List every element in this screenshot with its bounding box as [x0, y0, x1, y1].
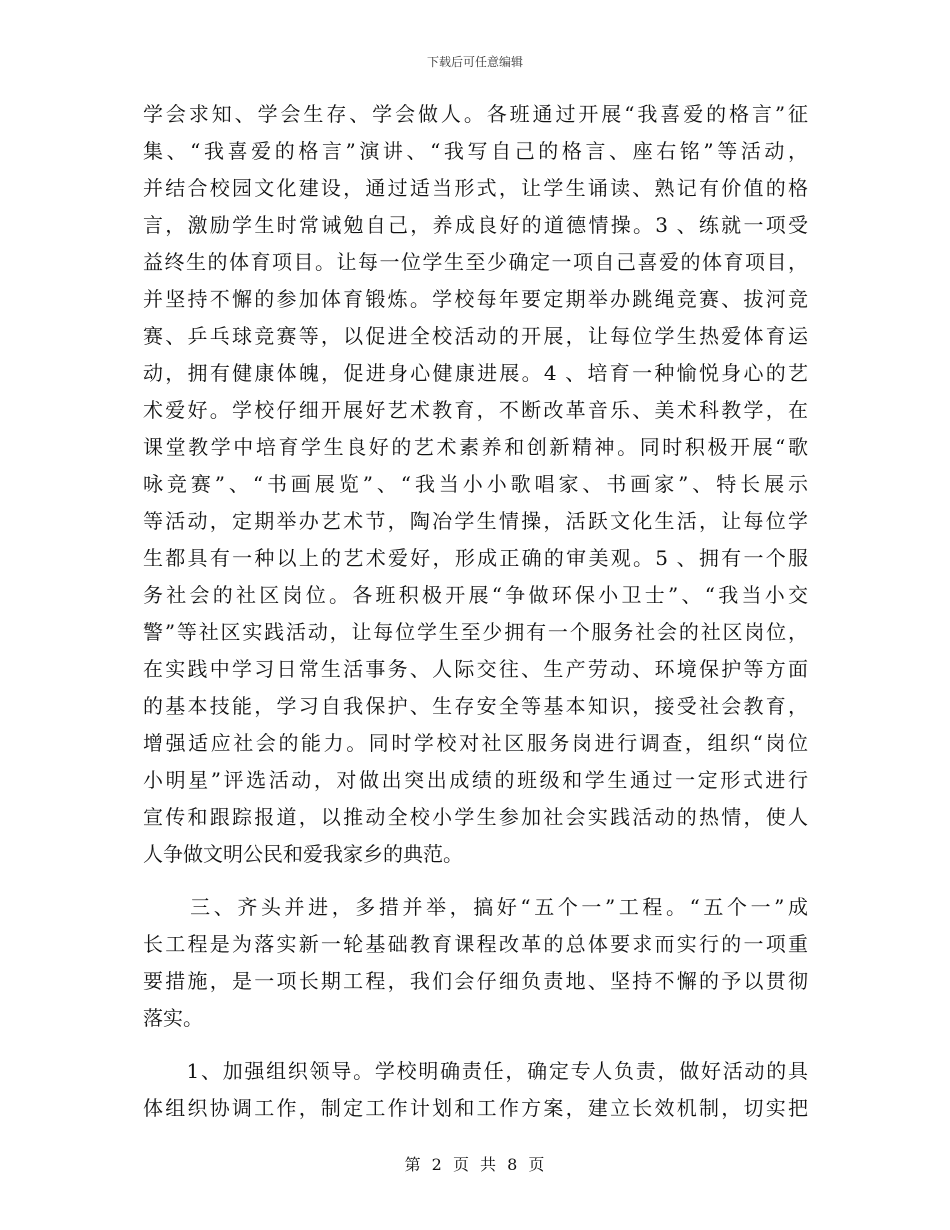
text-line: 务社会的社区岗位。各班积极开展“争做环保小卫士”、“我当小交 — [143, 583, 808, 607]
page-header-note: 下载后可任意编辑 — [426, 55, 523, 69]
text-line: 术爱好。学校仔细开展好艺术教育，不断改革音乐、美术科教学，在 — [143, 398, 808, 422]
text-line: 赛、乒乓球竞赛等，以促进全校活动的开展，让每位学生热爱体育运 — [143, 324, 808, 348]
text-line: 要措施，是一项长期工程，我们会仔细负责地、坚持不懈的予以贯彻 — [143, 969, 808, 993]
text-line: 言，激励学生时常诫勉自己，养成良好的道德情操。3 、练就一项受 — [143, 213, 808, 237]
text-line: 增强适应社会的能力。同时学校对社区服务岗进行调查，组织“岗位 — [143, 731, 808, 755]
text-line: 生都具有一种以上的艺术爱好，形成正确的审美观。5 、拥有一个服 — [143, 546, 808, 570]
text-line: 课堂教学中培育学生良好的艺术素养和创新精神。同时积极开展“歌 — [143, 435, 808, 459]
text-line: 的基本技能，学习自我保护、生存安全等基本知识，接受社会教育， — [143, 694, 808, 718]
text-line: 学会求知、学会生存、学会做人。各班通过开展“我喜爱的格言”征 — [143, 102, 808, 126]
paragraph-1 — [143, 96, 808, 873]
text-line: 宣传和跟踪报道，以推动全校小学生参加社会实践活动的热情，使人 — [143, 805, 808, 829]
text-line: 体组织协调工作，制定工作计划和工作方案，建立长效机制，切实把 — [143, 1096, 808, 1120]
text-line: 长工程是为落实新一轮基础教育课程改革的总体要求而实行的一项重 — [143, 932, 808, 956]
text-line: 小明星”评选活动，对做出突出成绩的班级和学生通过一定形式进行 — [143, 768, 808, 792]
text-line: 并结合校园文化建设，通过适当形式，让学生诵读、熟记有价值的格 — [143, 176, 808, 200]
text-line: 集、“我喜爱的格言”演讲、“我写自己的格言、座右铭”等活动， — [143, 139, 808, 163]
text-line: 咏竞赛”、“书画展览”、“我当小小歌唱家、书画家”、特长展示 — [143, 472, 808, 496]
text-line: 益终生的体育项目。让每一位学生至少确定一项自己喜爱的体育项目， — [143, 250, 808, 274]
text-line: 三、齐头并进，多措并举，搞好“五个一”工程。“五个一”成 — [143, 895, 808, 919]
text-line: 在实践中学习日常生活事务、人际交往、生产劳动、环境保护等方面 — [143, 657, 808, 681]
paragraph-3 — [143, 1053, 808, 1127]
text-line: 动，拥有健康体魄，促进身心健康进展。4 、培育一种愉悦身心的艺 — [143, 361, 808, 385]
text-line: 并坚持不懈的参加体育锻炼。学校每年要定期举办跳绳竞赛、拔河竞 — [143, 287, 808, 311]
text-line: 1、加强组织领导。学校明确责任，确定专人负责，做好活动的具 — [143, 1059, 808, 1083]
text-line: 等活动，定期举办艺术节，陶冶学生情操，活跃文化生活，让每位学 — [143, 509, 808, 533]
text-line: 落实。 — [143, 1006, 203, 1030]
paragraph-2 — [143, 889, 808, 1037]
text-line: 警”等社区实践活动，让每位学生至少拥有一个服务社会的社区岗位， — [143, 620, 808, 644]
text-line: 人争做文明公民和爱我家乡的典范。 — [143, 842, 463, 866]
page-number: 第 2 页 共 8 页 — [404, 1155, 546, 1174]
document-body — [143, 96, 808, 1127]
